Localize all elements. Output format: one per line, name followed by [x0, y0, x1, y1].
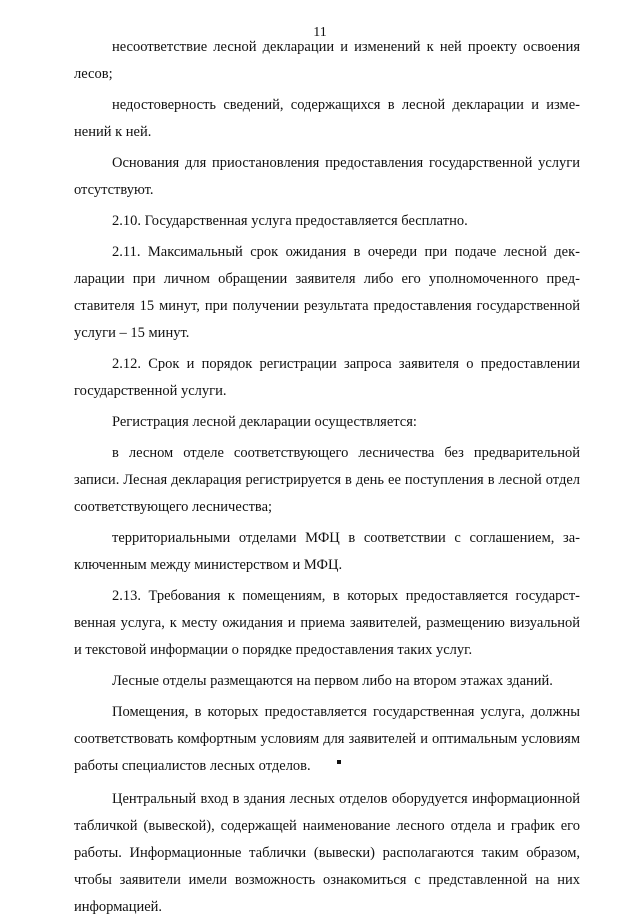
paragraph-8: в лесном отделе соответствующего лесничества без предварительной записи. Лесная декларация регистрируется в день ее поступления в лесной отдел соответствующего лесничества;	[74, 445, 580, 515]
paragraph-13: Центральный вход в здания лесных отделов оборудуется информационной табличкой (вывеской), содержащей наименование лесного отдела и график его работы. Информационные таблички (вывески) располагаются таким образом, чтобы заявители имели возможность ознакомиться с представленной на них информацией.	[74, 791, 580, 915]
paragraph-11: Лесные отделы размещаются на первом либо на втором этажах зданий.	[112, 673, 553, 689]
paragraph-2: недостоверность сведений, содержащихся в лесной декларации и изменений к ней.	[74, 97, 580, 140]
page-number: 11	[313, 25, 327, 40]
paragraph-4: 2.10. Государственная услуга предоставляется бесплатно.	[112, 213, 468, 229]
paragraph-3: Основания для приостановления предоставления государственной услуги отсутствуют.	[74, 155, 580, 198]
paragraph-5: 2.11. Максимальный срок ожидания в очереди при подаче лесной декларации при личном обращении заявителя либо его уполномоченного представителя 15 минут, при получении результата предоставления государственной услуги – 15 минут.	[74, 244, 580, 341]
paragraph-10: 2.13. Требования к помещениям, в которых предоставляется государственная услуга, к месту ожидания и приема заявителей, размещению визуальной и текстовой информации о порядке предоставления таких услуг.	[74, 588, 580, 658]
paragraph-1: несоответствие лесной декларации и изменений к ней проекту освоения лесов;	[74, 39, 580, 82]
document-body	[74, 34, 580, 921]
paragraph-9: территориальными отделами МФЦ в соответствии с соглашением, заключенным между министерством и МФЦ.	[74, 530, 580, 573]
paragraph-6: 2.12. Срок и порядок регистрации запроса заявителя о предоставлении государственной услуги.	[74, 356, 580, 399]
paragraph-12	[74, 699, 580, 780]
paragraph-12-text: Помещения, в которых предоставляется государственная услуга, должны соответствовать комфортным условиям для заявителей и оптимальным условиям работы специалистов лесных отделов.	[74, 704, 580, 774]
paragraph-7: Регистрация лесной декларации осуществляется:	[112, 414, 417, 430]
scan-mark	[337, 760, 341, 764]
